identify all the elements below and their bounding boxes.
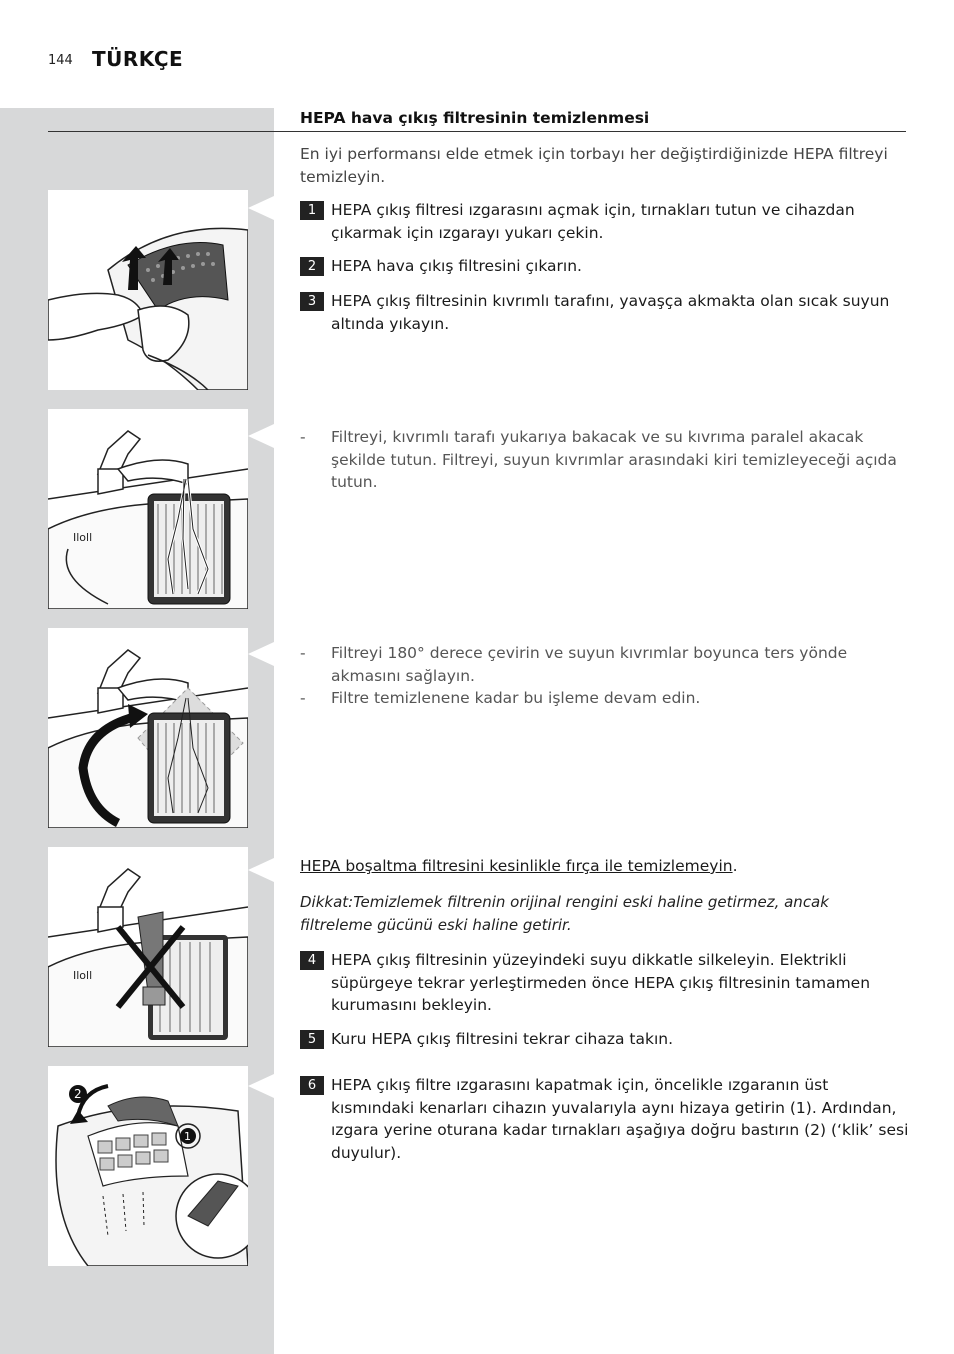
pointer-arrow xyxy=(248,424,274,448)
bullet-item xyxy=(300,642,910,687)
callout-1: 1 xyxy=(184,1130,191,1143)
step-number: 5 xyxy=(300,1030,324,1049)
step-number: 2 xyxy=(300,257,324,276)
page-number: 144 xyxy=(48,53,73,68)
intro-paragraph: En iyi performansı elde etmek için torbayı her değiştirdiğinizde HEPA filtreyi temizleyin. xyxy=(300,145,888,186)
step-number: 3 xyxy=(300,292,324,311)
step-4 xyxy=(300,949,910,1017)
step-2 xyxy=(300,255,910,278)
bullet-dash: - xyxy=(300,689,306,707)
no-brush-illustration xyxy=(48,847,248,1047)
step-6 xyxy=(300,1074,910,1164)
sink-brand-text: Iloll xyxy=(73,531,93,544)
grille-removal-illustration xyxy=(48,190,248,390)
caution-note: Dikkat:Temizlemek filtrenin orijinal rengini eski haline getirmez, ancak filtreleme gücünü eski haline getirir. xyxy=(300,893,829,934)
step-text: Kuru HEPA çıkış filtresini tekrar cihaza takın. xyxy=(331,1030,674,1048)
bullet-dash: - xyxy=(300,428,306,446)
rotate-filter-illustration xyxy=(48,628,248,828)
bullet-dash: - xyxy=(300,644,306,662)
step-text: HEPA çıkış filtresi ızgarasını açmak için, tırnakları tutun ve cihazdan çıkarmak için ızgarayı yukarı çekin. xyxy=(331,201,855,242)
pointer-arrow xyxy=(248,642,274,666)
bullet-text: Filtre temizlenene kadar bu işleme devam edin. xyxy=(331,689,701,707)
step-number: 6 xyxy=(300,1076,324,1095)
sink-brand-text: Iloll xyxy=(73,969,93,982)
step-text: HEPA çıkış filtre ızgarasını kapatmak için, öncelikle ızgaranın üst kısmındaki kenarları cihazın yuvalarıyla aynı hizaya getirin (1). Ardından, ızgara yerine oturana kadar tırnakları aşağıya doğru bastırın (2) (‘klik’ sesi duyulur). xyxy=(331,1076,909,1162)
language-heading: TÜRKÇE xyxy=(92,47,184,71)
step-number: 1 xyxy=(300,201,324,220)
pointer-arrow xyxy=(248,196,274,220)
brush-warning-period: . xyxy=(732,857,738,875)
step-text: HEPA çıkış filtresinin kıvrımlı tarafını, yavaşça akmakta olan sıcak suyun altında yıkayın. xyxy=(331,292,890,333)
pointer-arrow xyxy=(248,858,274,882)
step-3 xyxy=(300,290,910,335)
step-text: HEPA hava çıkış filtresini çıkarın. xyxy=(331,257,582,275)
bullet-item xyxy=(300,426,910,494)
step-1 xyxy=(300,199,910,244)
step-5 xyxy=(300,1028,910,1051)
step-text: HEPA çıkış filtresinin yüzeyindeki suyu dikkatle silkeleyin. Elektrikli süpürgeye tekrar yerleştirmeden önce HEPA çıkış filtresinin tamamen kurumasını bekleyin. xyxy=(331,951,871,1014)
section-title: HEPA hava çıkış filtresinin temizlenmesi xyxy=(300,109,650,127)
refit-grille-illustration xyxy=(48,1066,248,1266)
step-number: 4 xyxy=(300,951,324,970)
pointer-arrow xyxy=(248,1074,274,1098)
bullet-item xyxy=(300,687,910,710)
rinse-filter-illustration xyxy=(48,409,248,609)
bullet-text: Filtreyi, kıvrımlı tarafı yukarıya bakacak ve su kıvrıma paralel akacak şekilde tutun. Filtreyi, suyun kıvrımlar arasındaki kiri temizleyeceği açıda tutun. xyxy=(331,428,897,491)
brush-warning-text: HEPA boşaltma filtresini kesinlikle fırça ile temizlemeyin xyxy=(300,857,733,875)
bullet-text: Filtreyi 180° derece çevirin ve suyun kıvrımlar boyunca ters yönde akmasını sağlayın. xyxy=(331,644,848,685)
callout-2: 2 xyxy=(74,1087,82,1101)
brush-warning xyxy=(300,857,738,875)
section-rule xyxy=(48,131,906,132)
